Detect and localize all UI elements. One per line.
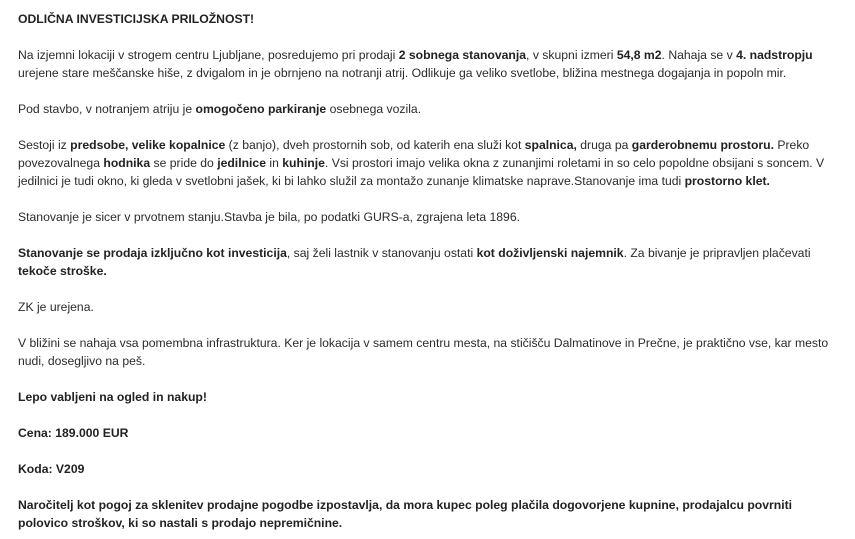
land-registry-text: ZK je urejena.: [18, 300, 94, 314]
paragraph-invitation: [18, 388, 840, 406]
listing-title: ODLIČNA INVESTICIJSKA PRILOŽNOST!: [18, 12, 255, 26]
condition-text: Stanovanje je sicer v prvotnem stanju.Stavba je bila, po podatki GURS-a, zgrajena leta 1896.: [18, 210, 521, 224]
intro-floor: 4. nadstropju: [736, 48, 813, 62]
intro-text: urejene stare meščanske hiše, z dvigalom in je obrnjeno na notranji atrij. Odlikuje ga veliko svetlobe, bližina mestnega dogajanja in popoln mir.: [18, 66, 787, 80]
layout-text: Sestoji iz: [18, 138, 71, 152]
layout-text: (z banjo), dveh prostornih sob, od katerih ena služi kot: [225, 138, 525, 152]
layout-text: se pride do: [150, 156, 218, 170]
investment-highlight: tekoče stroške.: [18, 264, 107, 278]
paragraph-infrastructure: [18, 334, 840, 370]
infrastructure-text: V bližini se nahaja vsa pomembna infrastruktura. Ker je lokacija v samem centru mesta, na stičišču Dalmatinove in Prečne, je praktično vse, kar mesto nudi, dosegljivo na peš.: [18, 336, 829, 368]
paragraph-investment: [18, 244, 840, 280]
layout-text: in: [265, 156, 283, 170]
condition-of-sale-text: Naročitelj kot pogoj za sklenitev prodajne pogodbe izpostavlja, da mora kupec poleg plačila dogovorjene kupnine, prodajalcu povrniti polovico stroškov, ki so nastali s prodajo nepremičnine.: [18, 498, 793, 530]
layout-highlight: kuhinje: [282, 156, 325, 170]
parking-text: Pod stavbo, v notranjem atriju je: [18, 102, 196, 116]
layout-text: . Vsi prostori imajo velika okna z zunanjimi roletami in so celo popoldne obsijani s soncem. V jedilnici je tudi okno, ki gleda v svetlobni jašek, ki bi lahko služil za montažo zunanje klimatske naprave.Stanovanje ima tudi: [18, 156, 825, 188]
investment-text: . Za bivanje je pripravljen plačevati: [623, 246, 811, 260]
intro-text: . Nahaja se v: [661, 48, 737, 62]
investment-highlight: kot doživljenski najemnik: [476, 246, 624, 260]
layout-text: druga pa: [576, 138, 632, 152]
layout-highlight: garderobnemu prostoru.: [631, 138, 774, 152]
paragraph-price: [18, 424, 840, 442]
invitation-text: Lepo vabljeni na ogled in nakup!: [18, 390, 207, 404]
intro-text: , v skupni izmeri: [526, 48, 617, 62]
parking-text: osebnega vozila.: [326, 102, 422, 116]
paragraph-layout: [18, 136, 840, 190]
price-text: Cena: 189.000 EUR: [18, 426, 129, 440]
paragraph-parking: [18, 100, 840, 118]
layout-highlight: hodnika: [103, 156, 151, 170]
paragraph-condition-of-sale: [18, 496, 840, 532]
intro-rooms: 2 sobnega stanovanja: [398, 48, 527, 62]
paragraph-condition: [18, 208, 840, 226]
parking-highlight: omogočeno parkiranje: [195, 102, 327, 116]
layout-highlight: predsobe, velike kopalnice: [70, 138, 226, 152]
investment-highlight: Stanovanje se prodaja izključno kot investicija: [18, 246, 287, 260]
listing-code-text: Koda: V209: [18, 462, 85, 476]
intro-size: 54,8 m2: [616, 48, 662, 62]
layout-highlight: prostorno klet.: [684, 174, 770, 188]
investment-text: , saj želi lastnik v stanovanju ostati: [286, 246, 477, 260]
intro-text: Na izjemni lokaciji v strogem centru Ljubljane, posredujemo pri prodaji: [18, 48, 399, 62]
paragraph-code: [18, 460, 840, 478]
paragraph-intro: [18, 46, 840, 82]
layout-highlight: jedilnice: [217, 156, 266, 170]
layout-highlight: spalnica,: [524, 138, 577, 152]
paragraph-land-registry: [18, 298, 840, 316]
layout-text: Preko povezovalnega: [18, 138, 810, 170]
